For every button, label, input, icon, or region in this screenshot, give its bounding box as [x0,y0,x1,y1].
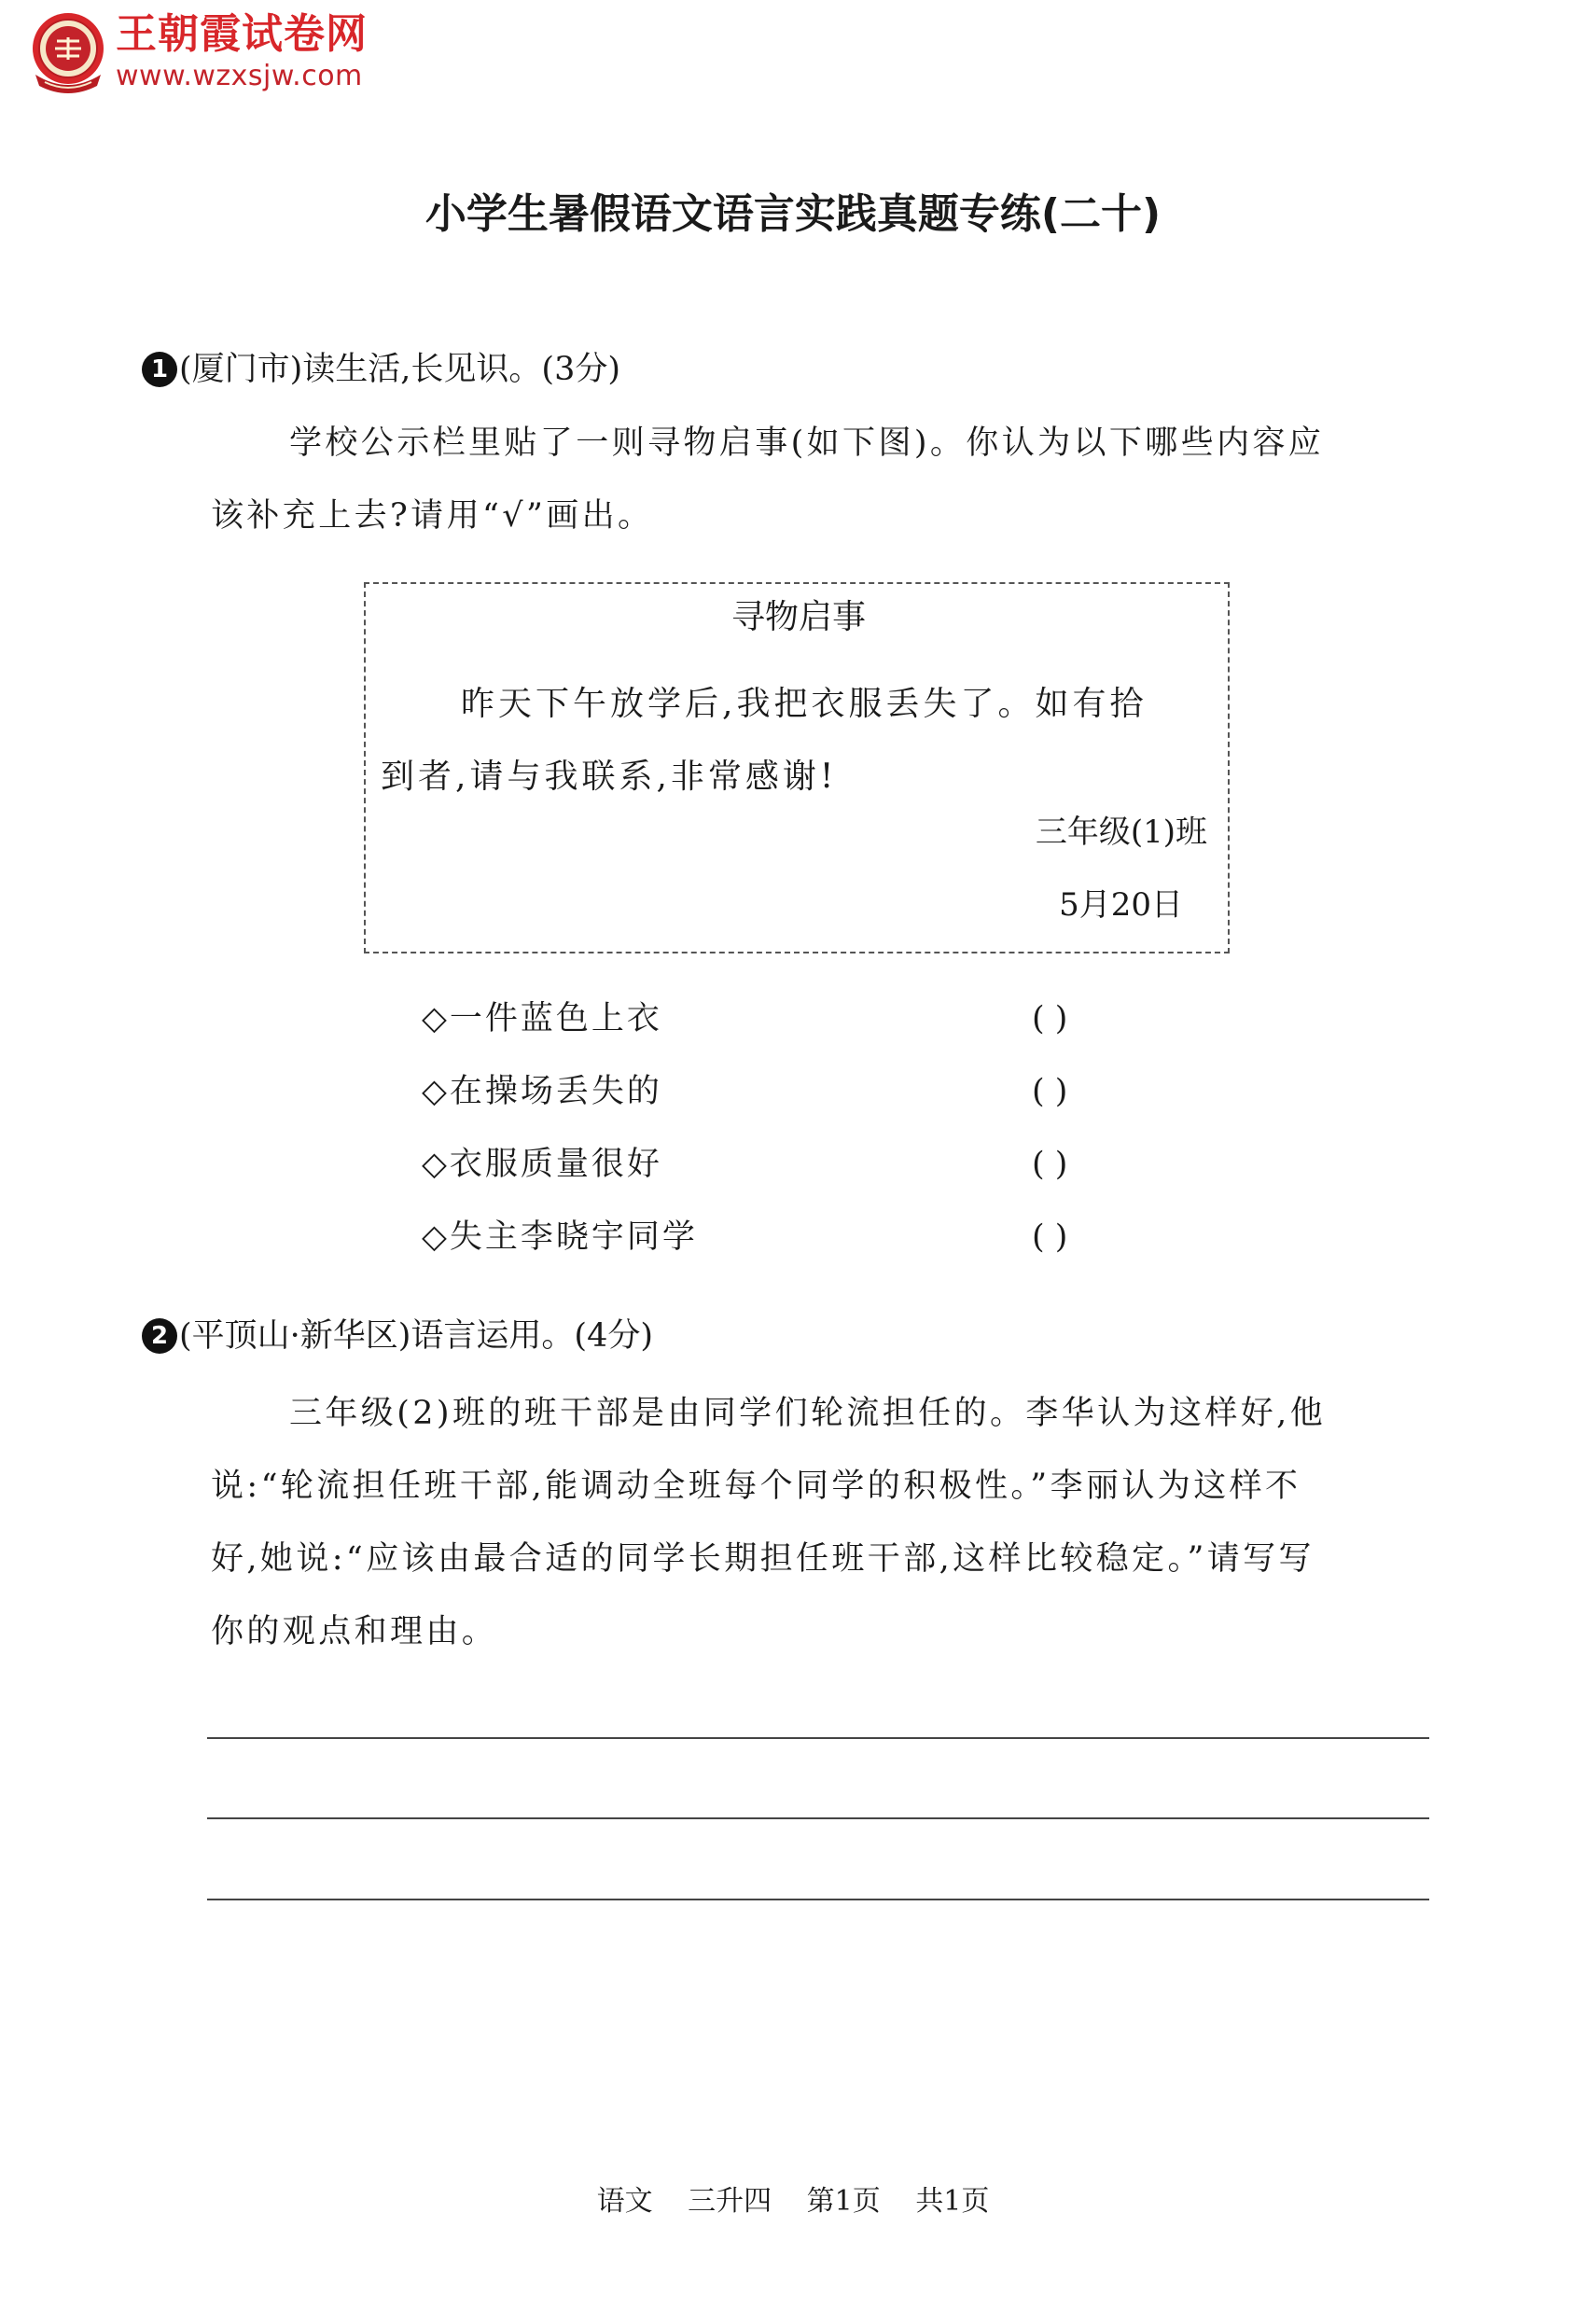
question-2-heading-text: (平顶山·新华区)语言运用。(4分) [179,1317,654,1355]
notice-title: 寻物启事 [730,598,866,636]
option-item: ◇一件蓝色上衣 [422,1000,662,1037]
notice-body-line-2: 到者,请与我联系,非常感谢! [381,758,838,796]
answer-line[interactable] [207,1737,1429,1739]
notice-body [381,668,1217,814]
prompt-line-2: 该补充上去?请用“√”画出。 [211,497,654,535]
question-2-heading [142,1314,653,1358]
answer-blank[interactable]: ( ) [1032,1146,1068,1183]
answer-blank[interactable]: ( ) [1032,1218,1068,1256]
question-1-heading-text: (厦门市)读生活,长见识。(3分) [179,351,621,388]
passage-line-1: 三年级(2)班的班干部是由同学们轮流担任的。李华认为这样好,他 [289,1395,1327,1432]
option-item: ◇衣服质量很好 [422,1146,662,1183]
answer-blank[interactable]: ( ) [1032,1000,1068,1037]
lost-item-notice [364,582,1230,953]
question-2-passage [211,1377,1433,1668]
option-item: ◇在操场丢失的 [422,1073,662,1110]
answer-line[interactable] [207,1817,1429,1819]
question-number-badge: 1 [142,352,177,387]
notice-signer: 三年级(1)班 [1035,814,1207,851]
footer-page-number: 第1页 [806,2185,881,2218]
option-item: ◇失主李晓宇同学 [422,1218,698,1256]
page-footer [0,2183,1586,2220]
answer-line[interactable] [207,1899,1429,1900]
footer-grade: 三升四 [688,2185,772,2218]
passage-line-4: 你的观点和理由。 [211,1613,498,1650]
site-url[interactable]: www.wzxsjw.com [116,60,363,92]
prompt-line-1: 学校公示栏里贴了一则寻物启事(如下图)。你认为以下哪些内容应 [289,424,1325,462]
site-logo-icon [26,9,110,95]
footer-subject: 语文 [596,2185,653,2218]
question-1-heading [142,347,620,392]
passage-line-2: 说:“轮流担任班干部,能调动全班每个同学的积极性。”李丽认为这样不 [211,1468,1301,1505]
site-name: 王朝霞试卷网 [116,10,368,58]
footer-total-pages: 共1页 [915,2185,990,2218]
notice-date: 5月20日 [1059,886,1183,924]
question-number-badge: 2 [142,1318,177,1354]
page-title: 小学生暑假语文语言实践真题专练(二十) [424,190,1162,238]
passage-line-3: 好,她说:“应该由最合适的同学长期担任班干部,这样比较稳定。”请写写 [211,1540,1315,1578]
answer-blank[interactable]: ( ) [1032,1073,1068,1110]
question-1-prompt [211,407,1433,552]
notice-body-line-1: 昨天下午放学后,我把衣服丢失了。如有拾 [461,685,1148,723]
